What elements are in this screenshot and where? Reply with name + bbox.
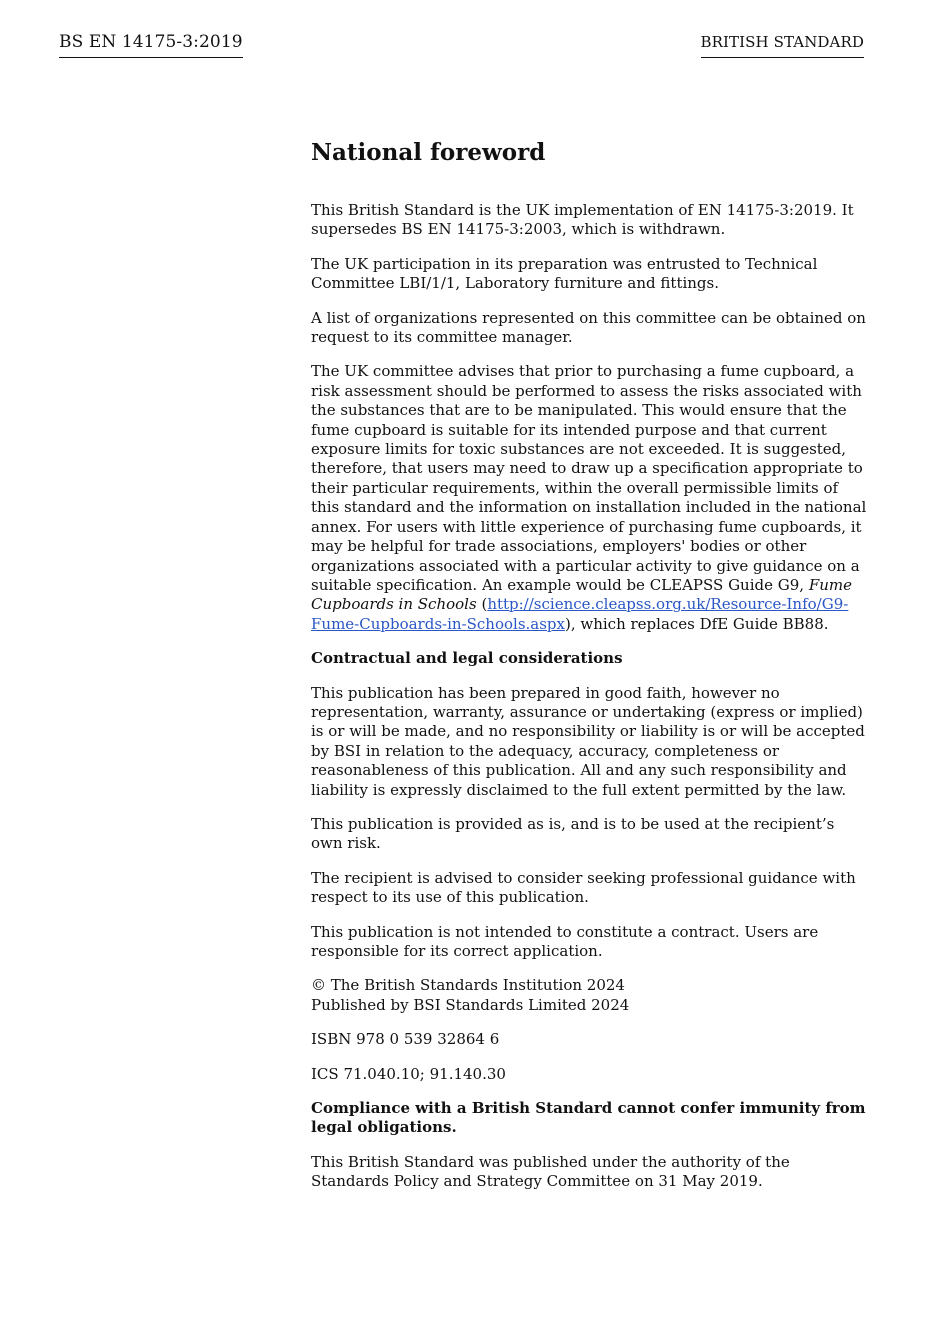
cleapss-link[interactable]: http://science.cleapss.org.uk/Resource-Info/G9-Fume-Cupboards-in-Schools.aspx xyxy=(311,595,849,633)
ics-codes: ICS 71.040.10; 91.140.30 xyxy=(311,1064,506,1083)
as-is-paragraph: This publication is provided as is, and is to be used at the recipient’s own risk. xyxy=(311,814,835,853)
series-label: BRITISH STANDARD xyxy=(701,31,865,58)
contract-paragraph: This publication is not intended to constitute a contract. Users are responsible for its correct application. xyxy=(311,922,819,960)
good-faith-paragraph: This publication has been prepared in good faith, however no representation, warranty, assurance or undertaking (express or implied) is or will be made, and no responsibility or liability is or will be accepted by BSI in relation to the adequacy, accuracy, completeness or reasonableness of this publication. All and any such responsibility and liability is expressly disclaimed to the full extent permitted by the law. xyxy=(311,683,865,799)
committee-paragraph: The UK participation in its preparation was entrusted to Technical Committee LBI/1/1, Laboratory furniture and fittings. xyxy=(311,254,818,293)
publisher-line: Published by BSI Standards Limited 2024 xyxy=(311,995,630,1014)
advice-text: The UK committee advises that prior to purchasing a fume cupboard, a risk assessment should be performed to assess the risks associated with the substances that are to be manipulated. This would ensure that the fume cupboard is suitable for its intended purpose and that current exposure limits for toxic substances are not exceeded. It is suggested, therefore, that users may need to draw up a specification appropriate to their particular requirements, within the overall permissible limits of this standard and the information on installation included in the national annex. For users with little experience of purchasing fume cupboards, it may be helpful for trade associations, employers' bodies or other organizations associated with a particular activity to give guidance on a suitable specification. An example would be CLEAPSS Guide G9, xyxy=(311,362,867,594)
document-number: BS EN 14175-3:2019 xyxy=(59,30,243,58)
authority-statement: This British Standard was published under the authority of the Standards Policy and Strategy Committee on 31 May 2019. xyxy=(311,1152,790,1191)
advice-paragraph xyxy=(311,362,867,634)
copyright-line: © The British Standards Institution 2024 xyxy=(311,976,625,995)
legal-heading: Contractual and legal considerations xyxy=(311,649,623,668)
paren-open: ( xyxy=(476,595,488,614)
isbn: ISBN 978 0 539 32864 6 xyxy=(311,1030,500,1049)
implementation-paragraph: This British Standard is the UK implementation of EN 14175-3:2019. It supersedes BS EN 14175-3:2003, which is withdrawn. xyxy=(311,201,854,239)
guidance-paragraph: The recipient is advised to consider seeking professional guidance with respect to its use of this publication. xyxy=(311,868,856,907)
guide-title: Fume Cupboards in Schools xyxy=(311,575,852,614)
copyright-block xyxy=(311,976,867,1015)
page-title: National foreword xyxy=(311,139,546,166)
advice-tail: ), which replaces DfE Guide BB88. xyxy=(564,614,829,633)
compliance-statement: Compliance with a British Standard cannot confer immunity from legal obligations. xyxy=(311,1099,866,1137)
organizations-paragraph: A list of organizations represented on this committee can be obtained on request to its committee manager. xyxy=(311,308,866,347)
foreword-body xyxy=(311,138,867,1207)
